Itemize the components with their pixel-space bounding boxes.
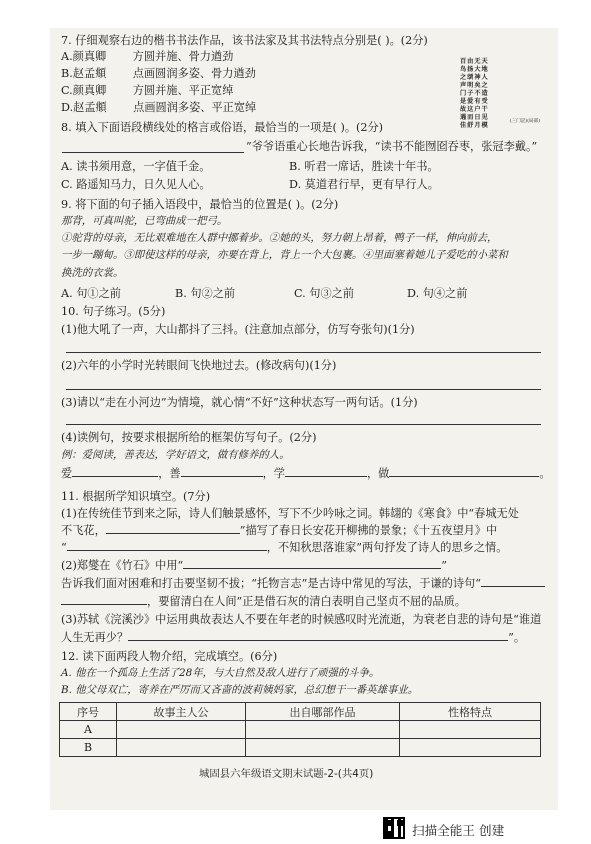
q10-example: 例：爱阅读，善表达，学好语文，做有修养的人。 [61, 449, 290, 461]
table-cell[interactable] [117, 721, 246, 739]
q9-option-b: B. 句②之前 [175, 287, 236, 300]
q8-option-b: B. 听君一席话，胜读十年书。 [289, 160, 439, 173]
table-cell[interactable] [117, 739, 246, 757]
q8-option-a: A. 读书须用意，一字值千金。 [61, 160, 211, 173]
scanner-watermark: 扫描全能王 创建 [412, 823, 505, 838]
table-cell[interactable] [246, 739, 400, 757]
column-header: 性格特点 [400, 703, 541, 721]
q10-frame: 爱 ，善 ，学 ，做 。 [61, 467, 551, 480]
q11-text: “ ，不知秋思落谁家”两句抒发了诗人的思乡之情。 [61, 541, 508, 554]
q8-stem: 8. 填入下面语段横线处的格言或俗语，最恰当的一项是( )。(2分) [61, 121, 384, 134]
answer-line-10-1[interactable] [66, 352, 541, 353]
q11-text: (2)郑燮在《竹石》中用“ ” [61, 559, 447, 572]
q8-option-c: C. 路遥知马力，日久见人心。 [61, 178, 211, 191]
q9-sentence: 那背，可真叫驼，已弯曲成一把弓。 [61, 215, 228, 227]
artwork-source: (三门記)(局部) [509, 119, 540, 124]
table-row [60, 739, 541, 757]
q12-person-b: B. 他父母双亡，寄养在严厉而又吝啬的波莉姨妈家，总幻想干一番英雄事业。 [61, 684, 419, 696]
table-cell[interactable] [400, 721, 541, 739]
q9-stem: 9. 将下面的句子插入语段中，最恰当的位置是( )。(2分) [61, 198, 339, 211]
q12-title: 12. 读下面两段人物介绍，完成填空。(6分) [61, 650, 278, 663]
table-row [60, 721, 541, 739]
q11-text: (3)苏轼《浣溪沙》中运用典故表达人不要在年老的时候感叹时光流逝，为衰老自悲的诗句是“谁道 [61, 613, 542, 626]
q7-option-c: C.颜真卿 方圆并施、平正宽绰 [61, 84, 234, 97]
page-footer: 城固县六年级语文期末试题-2-(共4页) [199, 768, 374, 780]
answer-line-10-3[interactable] [66, 424, 541, 425]
column-header: 序号 [60, 703, 117, 721]
q10-part2: (2)六年的小学时光转眼间飞快地过去。(修改病句)(1分) [61, 359, 337, 372]
q9-passage-line: ①驼背的母亲，无比艰难地在人群中挪着步。②她的头，努力朝上昂着，鸭子一样，伸向前去， [61, 232, 498, 244]
q11-title: 11. 根据所学知识填空。(7分) [61, 490, 211, 503]
answer-line-10-2[interactable] [66, 389, 541, 390]
q10-part4: (4)读例句，按要求根据所给的框架仿写句子。(2分) [61, 431, 317, 444]
q12-person-a: A. 他在一个孤岛上生活了28年，与大自然及敌人进行了顽强的斗争。 [61, 667, 380, 679]
q11-text: ，要留清白在人间”正是借石灰的清白表明自己坚贞不屈的品质。 [61, 595, 466, 609]
q8-blank[interactable] [62, 152, 244, 153]
q9-passage-line: 一步一蹦甸。③即使这样的母亲，亦要在背上，背上一个大包裹。④里面塞着她儿子爱吃的小菜和 [61, 249, 508, 261]
table-cell[interactable] [246, 721, 400, 739]
q9-option-c: C. 句③之前 [294, 287, 355, 300]
qr-code-icon [383, 817, 405, 839]
row-label: B [60, 739, 117, 757]
q11-text: 不飞花， ”描写了春日长安花开柳拂的景象；《十五夜望月》中 [61, 524, 498, 537]
q7-option-b: B.赵孟頫 点画圆润多姿、骨力遒劲 [61, 67, 256, 80]
q9-passage-line: 换洗的衣裳。 [61, 267, 124, 279]
q7-stem: 7. 仔细观察右边的楷书书法作品，该书法家及其书法特点分别是( )。(2分) [61, 34, 428, 47]
q7-option-d: D.赵孟頫 点画圆润多姿、平正宽绰 [61, 101, 257, 114]
q9-option-a: A. 句①之前 [61, 287, 121, 300]
q10-title: 10. 句子练习。(5分) [61, 305, 166, 318]
table-header-row [60, 703, 541, 721]
q11-text: 告诉我们面对困难和打击要坚韧不拔；“托物言志”是古诗中常见的写法，于谦的诗句“ [61, 577, 545, 591]
row-label: A [60, 721, 117, 739]
q9-option-d: D. 句④之前 [407, 287, 468, 300]
column-header: 故事主人公 [117, 703, 246, 721]
calligraphy-artwork: 百由无天 鸟扬大地 之颂神人 声明矣之 门子不造 是爱有受 故这户干 遇而日见 佳舒月模 (三门記)(局部) [460, 58, 540, 129]
q10-part3: (3)请以“走在小河边”为情境，就心情“不好”这种状态写一两句话。(1分) [61, 396, 418, 409]
q8-passage: ”爷爷语重心长地告诉我，“读书不能囫囵吞枣，张冠李戴。” [246, 140, 538, 153]
q10-part1: (1)他大吼了一声，大山都抖了三抖。(注意加点部分，仿写夸张句)(1分) [61, 323, 415, 336]
q7-option-a: A.颜真卿 方圆并施、骨力遒劲 [61, 50, 234, 63]
q11-text: (1)在传统佳节到来之际，诗人们触景感怀，写下不少吟咏之词。韩翃的《寒食》中“春城无处 [61, 507, 519, 520]
q11-text: 人生无再少？ ”。 [61, 631, 526, 644]
table-cell[interactable] [400, 739, 541, 757]
column-header: 出自哪部作品 [246, 703, 400, 721]
q12-answer-table [59, 702, 541, 757]
q8-option-d: D. 莫道君行早，更有早行人。 [289, 178, 439, 191]
